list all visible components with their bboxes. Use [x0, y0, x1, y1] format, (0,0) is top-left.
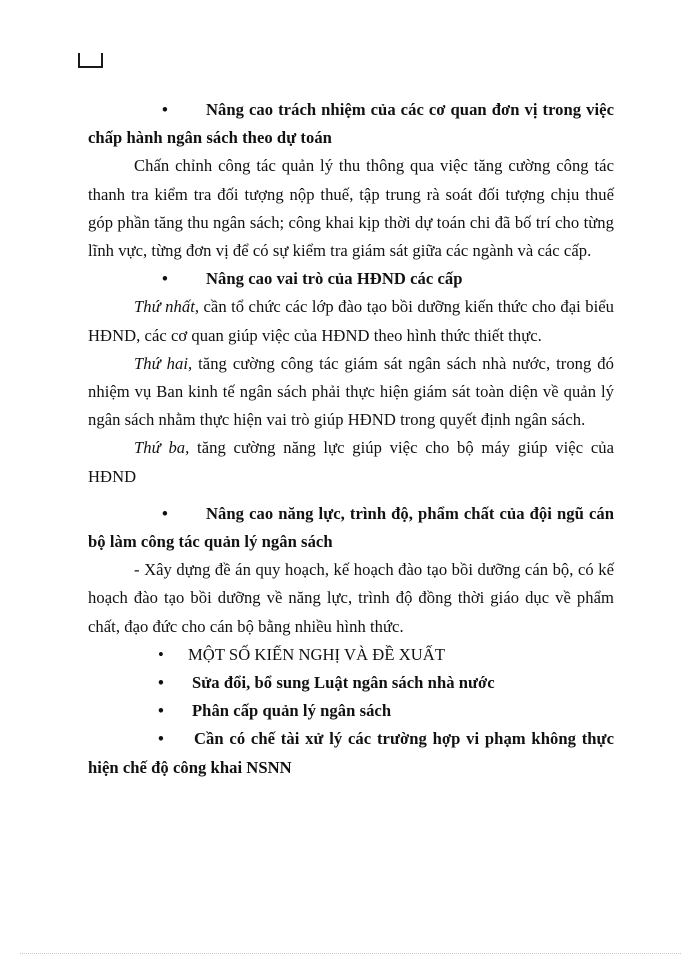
- paragraph-2: [88, 293, 614, 349]
- bullet-glyph: •: [162, 503, 168, 523]
- bullet-glyph: •: [158, 701, 164, 721]
- bullet-item-1-text: MỘT SỐ KIẾN NGHỊ VÀ ĐỀ XUẤT: [188, 644, 446, 664]
- bullet-glyph: •: [158, 729, 164, 749]
- bullet-item-4-text: Cần có chế tài xử lý các trường hợp vi phạm không thực hiện chế độ công khai NSNN: [88, 729, 614, 777]
- bullet-heading-3-text: Nâng cao năng lực, trình độ, phẩm chất của đội ngũ cán bộ làm công tác quản lý ngân sách: [88, 503, 614, 552]
- document-body: [88, 96, 614, 782]
- bullet-heading-2-text: Nâng cao vai trò của HĐND các cấp: [206, 269, 463, 289]
- bullet-heading-2: [88, 265, 614, 293]
- paragraph-4-text: tăng cường năng lực giúp việc cho bộ máy giúp việc của HĐND: [88, 438, 614, 486]
- paragraph-3-text: tăng cường công tác giám sát ngân sách nhà nước, trong đó nhiệm vụ Ban kinh tế ngân sách phải thực hiện giám sát toàn diện về quản lý ngân sách nhằm thực hiện vai trò giúp HĐND trong quyết định ngân sách.: [88, 353, 614, 430]
- bullet-item-1: [88, 641, 614, 669]
- paragraph-3: [88, 350, 614, 435]
- bullet-item-3: [88, 697, 614, 725]
- bullet-item-4: [88, 725, 614, 781]
- bullet-glyph: •: [162, 100, 168, 119]
- bullet-heading-3: [88, 500, 614, 556]
- bullet-heading-1: [88, 96, 614, 152]
- paragraph-2-emphasis: Thứ nhất,: [134, 297, 200, 317]
- footer-dotted-rule: [20, 953, 681, 955]
- corner-bracket-mark: [78, 53, 103, 68]
- bullet-item-2-text: Sửa đổi, bổ sung Luật ngân sách nhà nước: [192, 673, 495, 693]
- bullet-heading-1-text: Nâng cao trách nhiệm của các cơ quan đơn vị trong việc chấp hành ngân sách theo dự toán: [88, 100, 614, 148]
- bullet-glyph: •: [162, 269, 168, 289]
- paragraph-4: [88, 434, 614, 490]
- bullet-item-3-text: Phân cấp quản lý ngân sách: [192, 701, 392, 721]
- paragraph-4-emphasis: Thứ ba,: [134, 438, 190, 458]
- bullet-item-2: [88, 669, 614, 697]
- paragraph-2-text: cần tổ chức các lớp đào tạo bồi dưỡng kiến thức cho đại biểu HĐND, các cơ quan giúp việc của HĐND theo hình thức thiết thực.: [88, 297, 614, 345]
- bullet-glyph: •: [158, 644, 164, 664]
- paragraph-1: Chấn chỉnh công tác quản lý thu thông qua việc tăng cường công tác thanh tra kiểm tra đối tượng nộp thuế, tập trung rà soát đối tượng chịu thuế góp phần tăng thu ngân sách; công khai kịp thời dự toán chi đã bố trí cho từng lĩnh vực, từng đơn vị để có sự kiểm tra giám sát giữa các ngành và các cấp.: [88, 156, 614, 261]
- paragraph-3-emphasis: Thứ hai,: [134, 353, 193, 373]
- paragraph-5: - Xây dựng đề án quy hoạch, kế hoạch đào tạo bồi dưỡng cán bộ, có kế hoạch đào tạo bồi dưỡng về năng lực, trình độ đồng thời giáo dục về phẩm chất, đạo đức cho cán bộ bằng nhiều hình thức.: [88, 560, 614, 636]
- bullet-glyph: •: [158, 673, 164, 693]
- spacer: [88, 491, 614, 500]
